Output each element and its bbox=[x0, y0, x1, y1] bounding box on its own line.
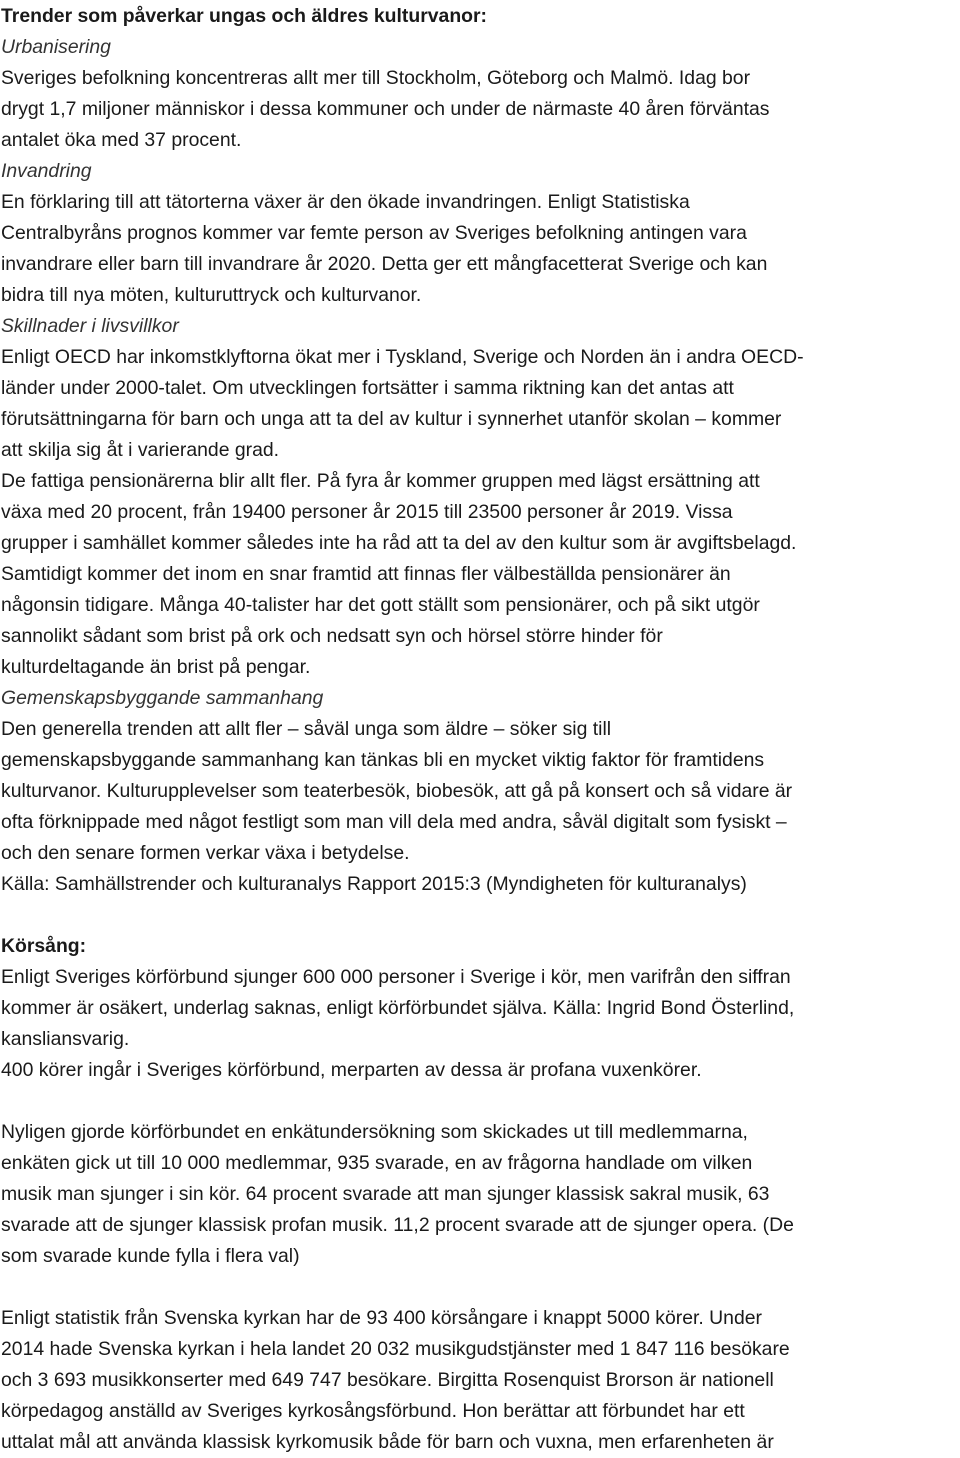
text-line: Nyligen gjorde körförbundet en enkätundersökning som skickades ut till medlemmarna, bbox=[1, 1121, 748, 1143]
text-line: 400 körer ingår i Sveriges körförbund, merparten av dessa är profana vuxenkörer. bbox=[1, 1059, 702, 1081]
heading-korsang: Körsång: bbox=[1, 935, 87, 957]
text-line: kommer är osäkert, underlag saknas, enligt körförbundet själva. Källa: Ingrid Bond Österlind, bbox=[1, 997, 795, 1019]
text-line: växa med 20 procent, från 19400 personer år 2015 till 23500 personer år 2019. Vissa bbox=[1, 501, 733, 523]
subheading-urbanisering: Urbanisering bbox=[1, 36, 111, 58]
text-line: De fattiga pensionärerna blir allt fler. På fyra år kommer gruppen med lägst ersättning att bbox=[1, 470, 760, 492]
text-line: Samtidigt kommer det inom en snar framtid att finnas fler välbeställda pensionärer än bbox=[1, 563, 731, 585]
subheading-skillnader: Skillnader i livsvillkor bbox=[1, 315, 179, 337]
text-line: körpedagog anställd av Sveriges kyrkosångsförbund. Hon berättar att förbundet har ett bbox=[1, 1400, 745, 1422]
text-line: svarade att de sjunger klassisk profan musik. 11,2 procent svarade att de sjunger opera. (De bbox=[1, 1214, 794, 1236]
text-line: att skilja sig åt i varierande grad. bbox=[1, 439, 280, 461]
text-line: Sveriges befolkning koncentreras allt mer till Stockholm, Göteborg och Malmö. Idag bor bbox=[1, 67, 751, 89]
text-line: kansliansvarig. bbox=[1, 1028, 130, 1050]
text-line: kulturvanor. Kulturupplevelser som teaterbesök, biobesök, att gå på konsert och så vidare är bbox=[1, 780, 793, 802]
text-line: 2014 hade Svenska kyrkan i hela landet 20 032 musikgudstjänster med 1 847 116 besökare bbox=[1, 1338, 790, 1360]
text-line: enkäten gick ut till 10 000 medlemmar, 935 svarade, en av frågorna handlade om vilken bbox=[1, 1152, 753, 1174]
text-line: och 3 693 musikkonserter med 649 747 besökare. Birgitta Rosenquist Brorson är nationell bbox=[1, 1369, 774, 1391]
text-line: musik man sjunger i sin kör. 64 procent svarade att man sjunger klassisk sakral musik, 63 bbox=[1, 1183, 770, 1205]
source-line: Källa: Samhällstrender och kulturanalys Rapport 2015:3 (Myndigheten för kulturanalys) bbox=[1, 873, 747, 895]
blank-line bbox=[1, 900, 957, 931]
document-page bbox=[1, 1, 957, 1458]
text-line: sannolikt sådant som brist på ork och nedsatt syn och hörsel större hinder för bbox=[1, 625, 663, 647]
text-line: som svarade kunde fylla i flera val) bbox=[1, 1245, 300, 1267]
text-line: Centralbyråns prognos kommer var femte person av Sveriges befolkning antingen vara bbox=[1, 222, 747, 244]
text-line: gemenskapsbyggande sammanhang kan tänkas bli en mycket viktig faktor för framtidens bbox=[1, 749, 765, 771]
text-line: ofta förknippade med något festligt som man vill dela med andra, såväl digitalt som fysiskt – bbox=[1, 811, 787, 833]
blank-line bbox=[1, 1086, 957, 1117]
text-line: bidra till nya möten, kulturuttryck och kulturvanor. bbox=[1, 284, 422, 306]
text-line: Den generella trenden att allt fler – såväl unga som äldre – söker sig till bbox=[1, 718, 612, 740]
text-line: kulturdeltagande än brist på pengar. bbox=[1, 656, 311, 678]
subheading-gemenskap: Gemenskapsbyggande sammanhang bbox=[1, 687, 324, 709]
text-line: länder under 2000-talet. Om utvecklingen fortsätter i samma riktning kan det antas att bbox=[1, 377, 734, 399]
text-line: Enligt Sveriges körförbund sjunger 600 000 personer i Sverige i kör, men varifrån den siffran bbox=[1, 966, 791, 988]
text-line: Enligt statistik från Svenska kyrkan har de 93 400 körsångare i knappt 5000 körer. Under bbox=[1, 1307, 762, 1329]
subheading-invandring: Invandring bbox=[1, 160, 92, 182]
text-line: uttalat mål att använda klassisk kyrkomusik både för barn och vuxna, men erfarenheten är bbox=[1, 1431, 774, 1453]
text-line: invandrare eller barn till invandrare år 2020. Detta ger ett mångfacetterat Sverige och kan bbox=[1, 253, 768, 275]
text-line: grupper i samhället kommer således inte ha råd att ta del av den kultur som är avgiftsbelagd. bbox=[1, 532, 797, 554]
text-line: antalet öka med 37 procent. bbox=[1, 129, 242, 151]
text-line: någonsin tidigare. Många 40-talister har det gott ställt som pensionärer, och på sikt utgör bbox=[1, 594, 760, 616]
text-line: Enligt OECD har inkomstklyftorna ökat mer i Tyskland, Sverige och Norden än i andra OECD- bbox=[1, 346, 804, 368]
text-line: och den senare formen verkar växa i betydelse. bbox=[1, 842, 410, 864]
heading-trends: Trender som påverkar ungas och äldres kulturvanor: bbox=[1, 5, 488, 27]
blank-line bbox=[1, 1272, 957, 1303]
text-line: drygt 1,7 miljoner människor i dessa kommuner och under de närmaste 40 åren förväntas bbox=[1, 98, 770, 120]
text-line: En förklaring till att tätorterna växer är den ökade invandringen. Enligt Statistiska bbox=[1, 191, 690, 213]
text-line: förutsättningarna för barn och unga att ta del av kultur i synnerhet utanför skolan – kommer bbox=[1, 408, 782, 430]
